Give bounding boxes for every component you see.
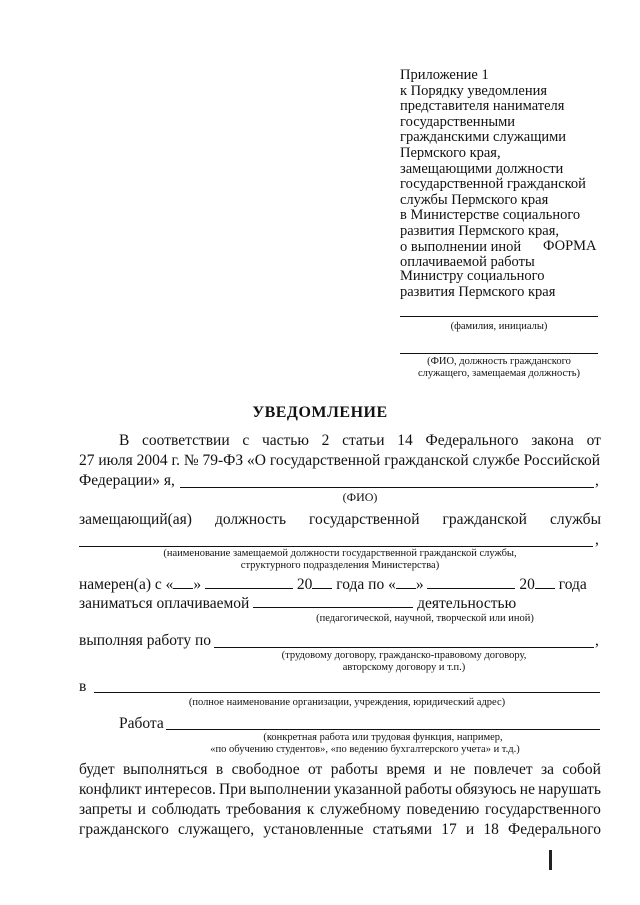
organization-label: в — [79, 678, 87, 695]
end-year-field[interactable] — [535, 575, 555, 589]
appendix-line: замещающими должности — [400, 160, 564, 177]
activity-caption: (педагогической, научной, творческой или иной) — [316, 613, 534, 624]
perform-caption-1: (трудовому договору, гражданско-правовому договору, — [281, 650, 527, 661]
final-line-2 — [79, 781, 601, 799]
word: службы — [550, 511, 601, 528]
word: В — [119, 432, 130, 449]
start-month-field[interactable] — [205, 575, 293, 589]
fio-comma: , — [595, 472, 599, 489]
appendix-line: представителя нанимателя — [400, 98, 565, 115]
addressee-name-line[interactable] — [400, 316, 598, 317]
word: и — [433, 761, 442, 778]
word: от — [308, 761, 323, 778]
appendix-line: развития Пермского края, — [400, 222, 560, 239]
start-year-field[interactable] — [312, 575, 332, 589]
word: закона — [531, 432, 574, 449]
final-line-1 — [79, 761, 601, 779]
word: статьями — [372, 821, 433, 838]
appendix-line: Пермского края, — [400, 144, 501, 161]
position-caption-1: (наименование замещаемой должности государственной гражданской службы, — [163, 548, 517, 559]
sender-caption-2: служащего, замещаемая должность) — [417, 368, 581, 379]
word: к — [306, 801, 315, 818]
fio-field[interactable] — [180, 472, 594, 488]
word: собой — [562, 761, 601, 778]
activity-text: заниматься оплачиваемой — [79, 595, 250, 612]
appendix-line: в Министерстве социального — [400, 207, 581, 224]
appendix-line: Приложение 1 — [400, 67, 489, 83]
perform-label: выполняя работу по — [79, 632, 212, 649]
word: повлечет — [473, 761, 533, 778]
position-field[interactable] — [79, 531, 593, 547]
work-caption-1: (конкретная работа или трудовая функция, например, — [263, 732, 503, 743]
perform-caption-2: авторскому договору и т.п.) — [342, 662, 466, 673]
end-month-field[interactable] — [427, 575, 515, 589]
appendix-line: государственными — [400, 113, 516, 130]
activity-line — [79, 594, 601, 613]
perform-comma: , — [595, 632, 599, 649]
form-label: ФОРМА — [543, 238, 597, 254]
work-field[interactable] — [166, 714, 600, 730]
addressee-line-2: развития Пермского края — [400, 283, 556, 300]
perform-basis-field[interactable] — [214, 632, 594, 648]
word: не — [450, 761, 466, 778]
word: нарушать — [538, 781, 601, 798]
word: соблюдать — [151, 801, 221, 818]
appendix-line: оплачиваемой работы — [400, 254, 535, 271]
addressee-line-1: Министру социального — [400, 268, 545, 284]
word: установленные — [263, 821, 364, 838]
word: время — [386, 761, 426, 778]
appendix-line: службы Пермского края — [400, 191, 549, 208]
word: не — [519, 781, 535, 798]
final-line-4 — [79, 821, 601, 839]
word: интересов. — [144, 781, 216, 798]
word: запреты — [79, 801, 132, 818]
document-title: УВЕДОМЛЕНИЕ — [252, 404, 388, 421]
word: и — [137, 801, 146, 818]
fio-intro: Федерации» я, — [79, 472, 175, 489]
dates-text-from: намерен(а) с « — [79, 576, 174, 593]
activity-type-field[interactable] — [253, 594, 413, 608]
fio-caption: (ФИО) — [342, 490, 378, 504]
word: с — [242, 432, 250, 449]
appendix-line: к Порядку уведомления — [400, 82, 548, 99]
word: Федерального — [425, 432, 519, 449]
word: 17 — [441, 821, 457, 838]
word: от — [586, 432, 601, 449]
word: гражданского — [79, 821, 169, 838]
organization-field[interactable] — [94, 677, 600, 693]
addressee-block — [400, 269, 555, 300]
word: служебному — [320, 801, 401, 818]
word: При — [219, 781, 247, 798]
paragraph-line-2: 27 июля 2004 г. № 79-ФЗ «О государственной гражданской службе Российской — [79, 452, 600, 469]
word: поведению — [406, 801, 480, 818]
dates-text-to: года по « — [336, 576, 396, 593]
organization-caption: (полное наименование организации, учреждения, юридический адрес) — [188, 697, 506, 708]
word: замещающий(ая) — [79, 511, 192, 528]
word: обязуюсь — [455, 781, 517, 798]
word: государственного — [485, 801, 601, 818]
word: выполняться — [122, 761, 208, 778]
dates-quote-1: » — [193, 576, 202, 593]
word: за — [540, 761, 554, 778]
position-comma: , — [595, 531, 599, 548]
paragraph-line-1 — [119, 432, 601, 450]
word: в — [215, 761, 224, 778]
word: должность — [214, 511, 287, 528]
sender-line[interactable] — [400, 353, 598, 354]
word: и — [465, 821, 475, 838]
word: свободное — [231, 761, 300, 778]
dates-line — [79, 575, 601, 594]
word: работы — [404, 781, 452, 798]
appendix-line: гражданскими служащими — [400, 129, 567, 146]
word: требования — [226, 801, 302, 818]
word: 2 — [321, 432, 330, 449]
word: 14 — [397, 432, 413, 449]
start-day-field[interactable] — [173, 575, 193, 589]
appendix-line: государственной гражданской — [400, 176, 586, 193]
word: статьи — [342, 432, 385, 449]
word: работы — [330, 761, 378, 778]
end-day-field[interactable] — [396, 575, 416, 589]
sender-caption-1: (ФИО, должность гражданского — [427, 356, 571, 367]
position-caption-2: структурного подразделения Министерства) — [240, 560, 440, 571]
start-century: 20 — [296, 576, 313, 593]
word: будет — [79, 761, 115, 778]
position-line — [79, 511, 601, 529]
work-label: Работа — [119, 715, 164, 732]
word: государственной — [309, 511, 420, 528]
word: служащего, — [178, 821, 255, 838]
work-caption-2: «по обучению студентов», «по ведению бухгалтерского учета» и т.д.) — [210, 744, 520, 755]
word: соответствии — [142, 432, 230, 449]
word: конфликт — [79, 781, 142, 798]
activity-word: деятельностью — [417, 595, 517, 612]
word: Федерального — [507, 821, 601, 838]
end-century: 20 — [519, 576, 535, 593]
word: гражданской — [442, 511, 527, 528]
word: выполнении — [249, 781, 331, 798]
dates-text-year: года — [558, 576, 587, 593]
final-line-3 — [79, 801, 601, 819]
word: частью — [261, 432, 309, 449]
word: указанной — [333, 781, 402, 798]
addressee-name-caption: (фамилия, инициалы) — [450, 321, 548, 332]
dates-quote-2: » — [415, 576, 424, 593]
word: 18 — [483, 821, 499, 838]
scan-artifact-mark — [549, 850, 552, 870]
appendix-line: о выполнении иной — [400, 238, 522, 255]
